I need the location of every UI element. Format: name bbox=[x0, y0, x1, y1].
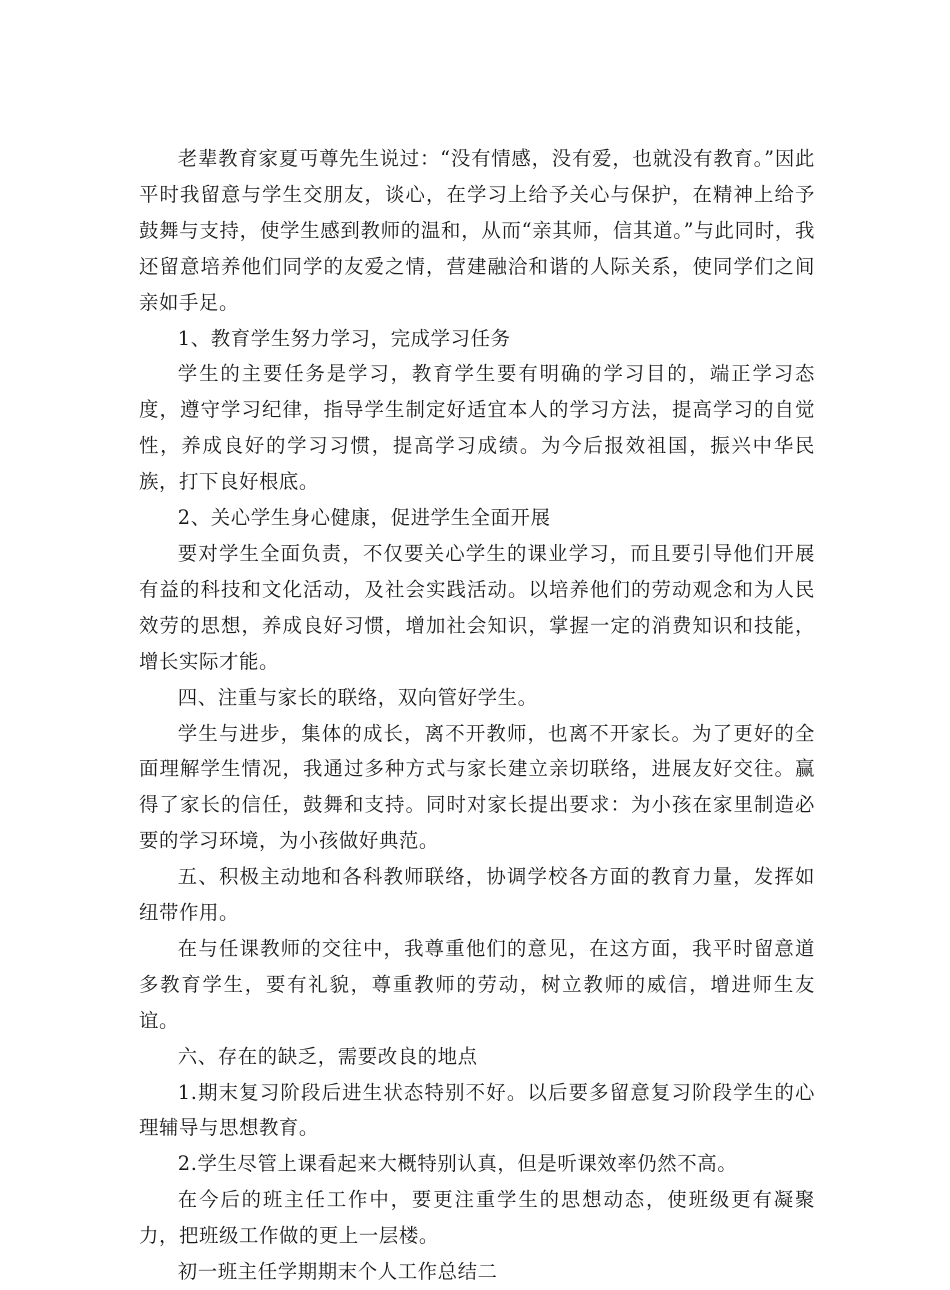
paragraph-shortcoming-2: 2.学生尽管上课看起来大概特别认真，但是听课效率仍然不高。 bbox=[177, 1152, 738, 1176]
section-title-two: 初一班主任学期期末个人工作总结二 bbox=[177, 1260, 498, 1284]
heading-health: 2、关心学生身心健康，促进学生全面开展 bbox=[177, 506, 551, 530]
paragraph-parents: 学生与进步，集体的成长，离不开教师，也离不开家长。为了更好的全面理解学生情况，我通过多种方式与家长建立亲切联络，进展友好交往。赢得了家长的信任，鼓舞和支持。同时对家长提出要求：为小孩在家里制造必要的学习环境，为小孩做好典范。 bbox=[139, 721, 815, 853]
paragraph-future: 在今后的班主任工作中，要更注重学生的思想动态，使班级更有凝聚力，把班级工作做的更上一层楼。 bbox=[139, 1188, 815, 1248]
heading-parents: 四、注重与家长的联络，双向管好学生。 bbox=[177, 685, 538, 709]
heading-teachers: 五、积极主动地和各科教师联络，协调学校各方面的教育力量，发挥如纽带作用。 bbox=[139, 865, 815, 925]
heading-study-task: 1、教育学生努力学习，完成学习任务 bbox=[177, 326, 511, 350]
paragraph-health: 要对学生全面负责，不仅要关心学生的课业学习，而且要引导他们开展有益的科技和文化活动，及社会实践活动。以培养他们的劳动观念和为人民效劳的思想，养成良好习惯，增加社会知识，掌握一定的消费知识和技能，增长实际才能。 bbox=[139, 541, 815, 673]
heading-shortcomings: 六、存在的缺乏，需要改良的地点 bbox=[177, 1044, 478, 1068]
paragraph-shortcoming-1: 1.期末复习阶段后进生状态特别不好。以后要多留意复习阶段学生的心理辅导与思想教育。 bbox=[139, 1080, 815, 1140]
paragraph-study-task: 学生的主要任务是学习，教育学生要有明确的学习目的，端正学习态度，遵守学习纪律，指导学生制定好适宜本人的学习方法，提高学习的自觉性，养成良好的学习习惯，提高学习成绩。为今后报效祖国，振兴中华民族，打下良好根底。 bbox=[139, 362, 815, 494]
paragraph-intro: 老辈教育家夏丏尊先生说过：“没有情感，没有爱，也就没有教育。”因此平时我留意与学生交朋友，谈心，在学习上给予关心与保护，在精神上给予鼓舞与支持，使学生感到教师的温和，从而“亲其师，信其道。”与此同时，我还留意培养他们同学的友爱之情，营建融洽和谐的人际关系，使同学们之间亲如手足。 bbox=[139, 147, 815, 314]
paragraph-teachers: 在与任课教师的交往中，我尊重他们的意见，在这方面，我平时留意道多教育学生，要有礼貌，尊重教师的劳动，树立教师的威信，增进师生友谊。 bbox=[139, 936, 815, 1032]
